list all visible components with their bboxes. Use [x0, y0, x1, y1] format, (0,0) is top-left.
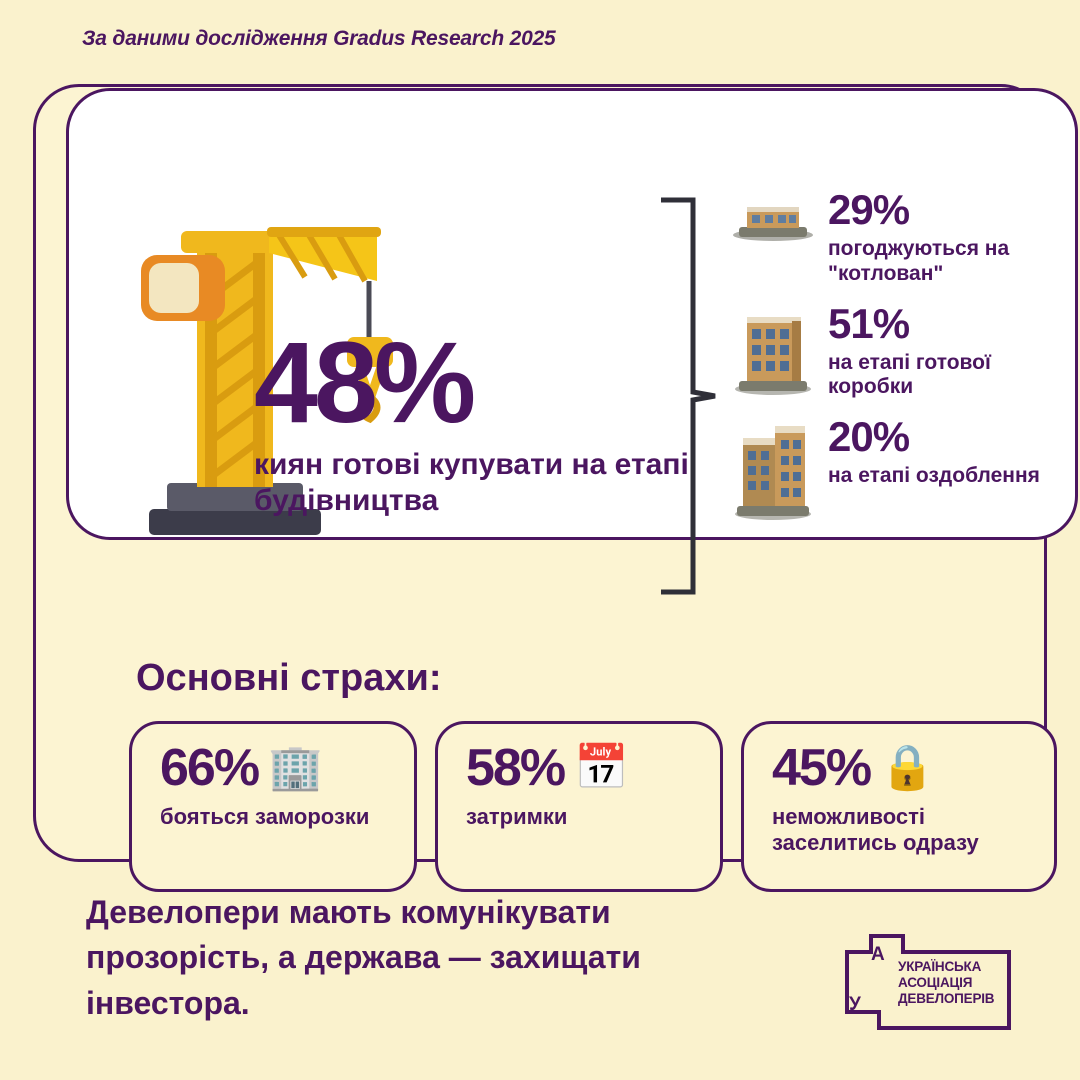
fear-label: неможливості заселитись одразу	[772, 804, 979, 856]
foundation-pit-icon	[724, 189, 822, 247]
breakdown-row	[724, 186, 1069, 287]
breakdown-label: погоджуються на "котлован"	[828, 237, 1010, 285]
building-frame-icon	[724, 303, 822, 399]
source-prefix: За даними дослідження	[82, 27, 334, 50]
breakdown-list	[724, 186, 1069, 540]
breakdown-label: на етапі готової коробки	[828, 350, 991, 399]
logo-line-1: УКРАЇНСЬКА	[898, 959, 982, 974]
lock-icon: 🔒	[880, 743, 935, 792]
breakdown-value: 20%	[828, 413, 910, 461]
source-name: Gradus Research 2025	[333, 27, 556, 50]
main-stat-value: 48%	[254, 319, 473, 447]
calendar-icon: 📅	[574, 743, 629, 792]
main-panel	[33, 84, 1047, 862]
fear-value: 58%	[466, 739, 565, 797]
top-white-card	[66, 88, 1078, 540]
breakdown-label: на етапі оздоблення	[828, 464, 1040, 488]
logo-line-2: АСОЦІАЦІЯ	[898, 974, 973, 990]
logo-wordmark	[898, 959, 1010, 1007]
breakdown-row	[724, 413, 1069, 524]
fear-label: затримки	[466, 804, 568, 829]
conclusion-text: Девелопери мають комунікувати прозорість, а держава — захищати інвестора.	[86, 894, 641, 1021]
breakdown-row	[724, 299, 1069, 401]
fears-title: Основні страхи:	[136, 657, 442, 699]
bracket-icon	[659, 196, 719, 596]
breakdown-value: 29%	[828, 186, 910, 233]
main-stat-description: киян готові купувати на етапі будівництва	[254, 447, 689, 518]
breakdown-value: 51%	[828, 299, 910, 347]
finished-building-icon	[724, 416, 822, 524]
logo-letter-a: А	[871, 944, 885, 965]
fear-card	[435, 721, 723, 892]
source-line	[82, 27, 556, 51]
fear-value: 66%	[160, 739, 259, 797]
fear-value: 45%	[772, 739, 871, 797]
fear-label: бояться заморозки	[160, 804, 370, 829]
fear-card	[741, 721, 1057, 892]
frozen-building-icon: 🏢	[268, 743, 323, 792]
fear-card	[129, 721, 417, 892]
logo-line-3: ДЕВЕЛОПЕРІВ	[898, 990, 995, 1006]
main-stat	[254, 319, 694, 520]
logo-letter-u: У	[849, 994, 861, 1015]
